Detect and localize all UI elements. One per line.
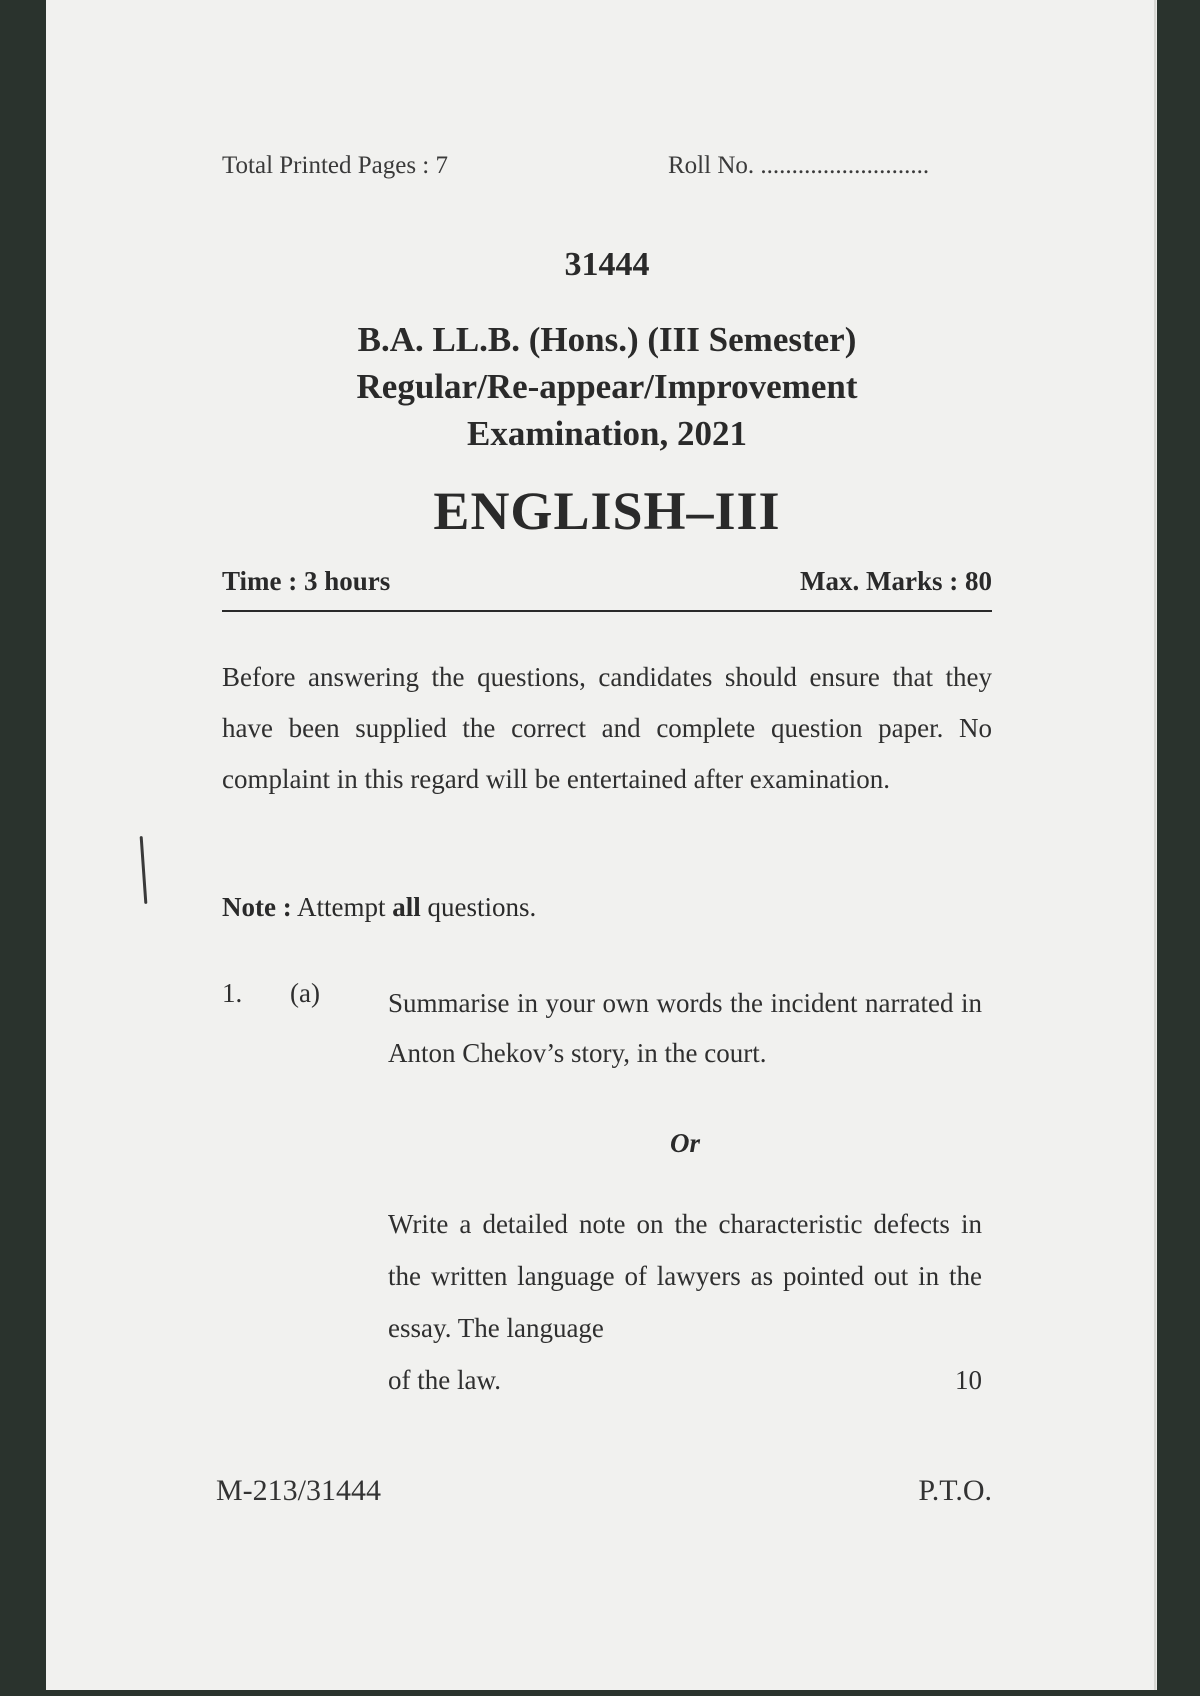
subject-title: ENGLISH–III — [433, 481, 781, 541]
paper-reference-code: M-213/31444 — [216, 1474, 381, 1507]
note-text-post: questions. — [420, 892, 537, 922]
note-line — [222, 892, 992, 923]
question-sub-label: (a) — [290, 978, 320, 1008]
roll-number-field: Roll No. ........................... — [668, 152, 930, 179]
note-text-bold: all — [392, 892, 421, 922]
instructions-paragraph: Before answering the questions, candidates should ensure that they have been supplied the correct and complete question paper. No complaint in this regard will be entertained after examination. — [222, 662, 992, 794]
question-text: Summarise in your own words the incident narrated in Anton Chekov’s story, in the court. — [388, 988, 982, 1068]
course-line-1: B.A. LL.B. (Hons.) (III Semester) — [357, 320, 857, 359]
note-label: Note : — [222, 892, 292, 922]
or-separator: Or — [669, 1128, 700, 1158]
pto-label: P.T.O. — [918, 1474, 992, 1507]
course-line-3: Examination, 2021 — [466, 414, 748, 453]
course-line-2: Regular/Re-appear/Improvement — [356, 367, 858, 406]
exam-time: Time : 3 hours — [222, 566, 391, 596]
paper-code: 31444 — [564, 246, 650, 283]
exam-paper-page — [46, 0, 1156, 1690]
page-footer — [216, 1474, 992, 1508]
question-marks: 10 — [955, 1365, 982, 1395]
time-marks-row — [222, 566, 992, 612]
max-marks: Max. Marks : 80 — [800, 566, 992, 596]
note-text-pre: Attempt — [291, 892, 393, 922]
alternative-text: Write a detailed note on the characteristic defects in the written language of lawyers as pointed out in the essay. The language — [388, 1209, 982, 1343]
alternative-last-line — [388, 1354, 982, 1406]
alternative-text-end: of the law. — [388, 1365, 501, 1395]
question-number: 1. — [222, 978, 243, 1008]
course-title — [222, 316, 992, 457]
total-printed-pages: Total Printed Pages : 7 — [222, 152, 449, 179]
pen-mark — [140, 836, 148, 904]
question-alternative — [388, 1198, 982, 1406]
header-line — [222, 152, 992, 180]
